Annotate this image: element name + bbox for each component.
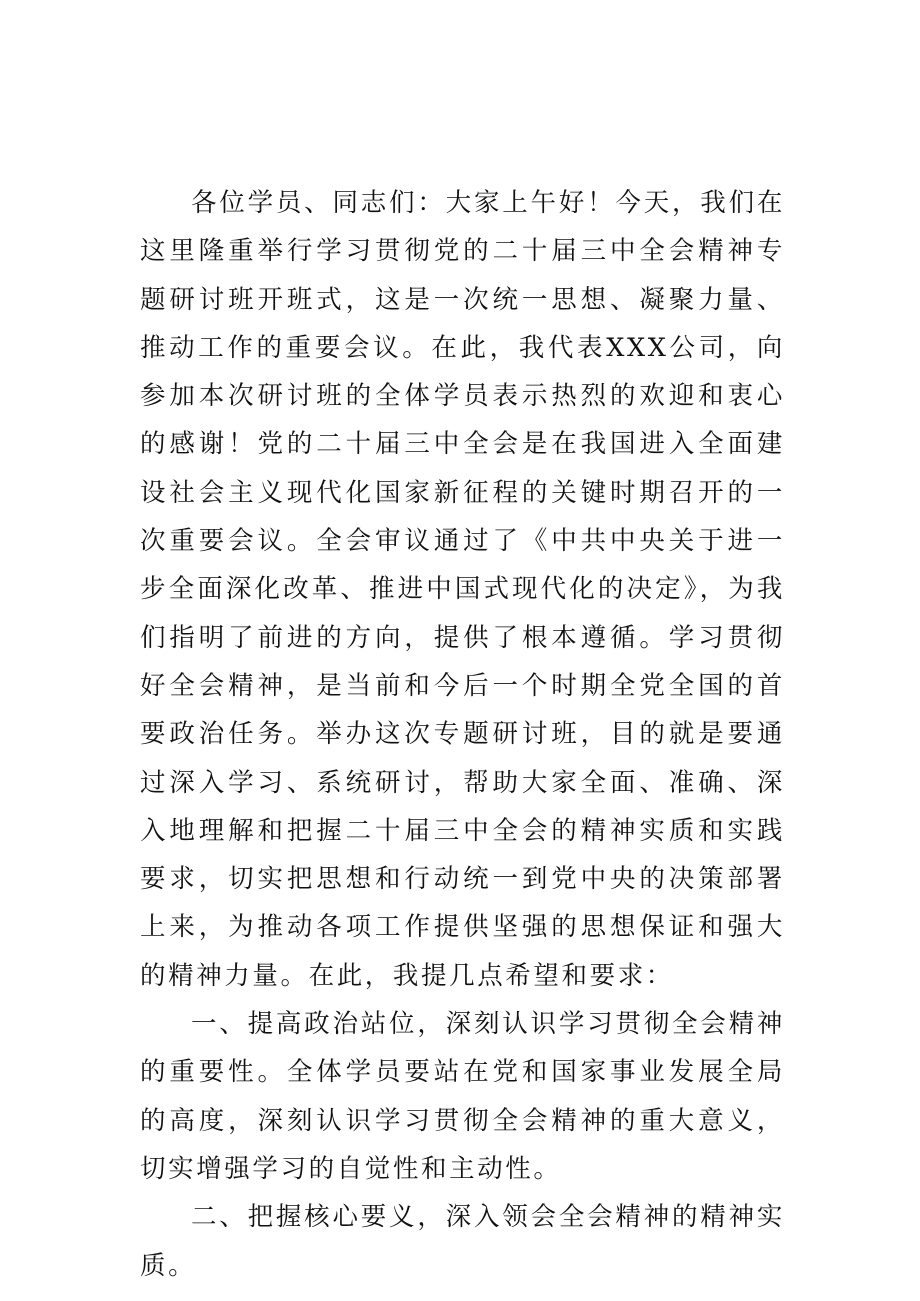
- opening-paragraph: 各位学员、同志们：大家上午好！今天，我们在这里隆重举行学习贯彻党的二十届三中全会精神专题研讨班开班式，这是一次统一思想、凝聚力量、推动工作的重要会议。在此，我代表XXX公司，向参加本次研讨班的全体学员表示热烈的欢迎和衷心的感谢！党的二十届三中全会是在我国进入全面建设社会主义现代化国家新征程的关键时期召开的一次重要会议。全会审议通过了《中共中央关于进一步全面深化改革、推进中国式现代化的决定》，为我们指明了前进的方向，提供了根本遵循。学习贯彻好全会精神，是当前和今后一个时期全党全国的首要政治任务。举办这次专题研讨班，目的就是要通过深入学习、系统研讨，帮助大家全面、准确、深入地理解和把握二十届三中全会的精神实质和实践要求，切实把思想和行动统一到党中央的决策部署上来，为推动各项工作提供坚强的思想保证和强大的精神力量。在此，我提几点希望和要求：: [140, 188, 785, 991]
- document-body: [140, 179, 785, 1290]
- requirement-one-paragraph: 一、提高政治站位，深刻认识学习贯彻全会精神的重要性。全体学员要站在党和国家事业发展全局的高度，深刻认识学习贯彻全会精神的重大意义，切实增强学习的自觉性和主动性。: [140, 1009, 785, 1184]
- requirement-two-paragraph: 二、把握核心要义，深入领会全会精神的精神实质。: [140, 1202, 785, 1281]
